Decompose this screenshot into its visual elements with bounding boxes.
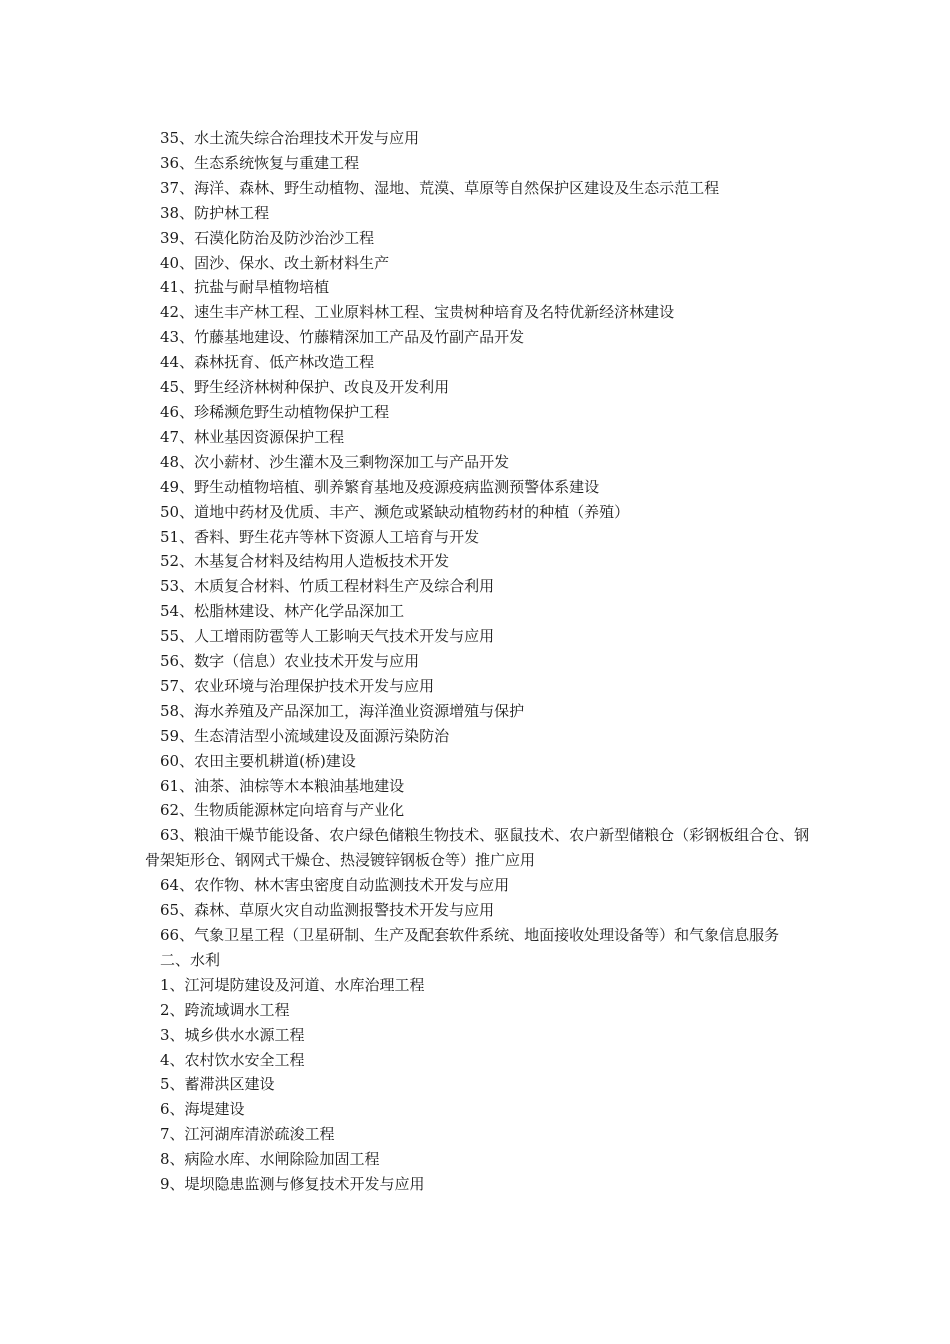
list-item-37: 37、海洋、森林、野生动植物、湿地、荒漠、草原等自然保护区建设及生态示范工程 bbox=[160, 178, 720, 197]
list-item-38: 38、防护林工程 bbox=[160, 203, 270, 222]
list-item-42: 42、速生丰产林工程、工业原料林工程、宝贵树种培育及名特优新经济林建设 bbox=[160, 303, 675, 322]
list-item-46: 46、珍稀濒危野生动植物保护工程 bbox=[160, 402, 390, 421]
list-item-36: 36、生态系统恢复与重建工程 bbox=[160, 153, 360, 172]
section-heading-water: 二、水利 bbox=[160, 950, 221, 969]
water-item-5: 5、蓄滞洪区建设 bbox=[160, 1075, 275, 1094]
water-item-4: 4、农村饮水安全工程 bbox=[160, 1050, 305, 1069]
water-item-9: 9、堤坝隐患监测与修复技术开发与应用 bbox=[160, 1175, 425, 1194]
list-item-60: 60、农田主要机耕道(桥)建设 bbox=[160, 751, 356, 770]
list-item-59: 59、生态清洁型小流域建设及面源污染防治 bbox=[160, 726, 450, 745]
list-item-51: 51、香料、野生花卉等林下资源人工培育与开发 bbox=[160, 527, 480, 546]
list-item-62: 62、生物质能源林定向培育与产业化 bbox=[160, 801, 405, 820]
list-item-47: 47、林业基因资源保护工程 bbox=[160, 427, 345, 446]
list-item-57: 57、农业环境与治理保护技术开发与应用 bbox=[160, 676, 435, 695]
list-item-53: 53、木质复合材料、竹质工程材料生产及综合利用 bbox=[160, 577, 495, 596]
list-item-65: 65、森林、草原火灾自动监测报警技术开发与应用 bbox=[160, 901, 495, 920]
document-body bbox=[145, 126, 810, 1197]
list-item-52: 52、木基复合材料及结构用人造板技术开发 bbox=[160, 552, 450, 571]
list-item-41: 41、抗盐与耐旱植物培植 bbox=[160, 278, 330, 297]
list-item-50: 50、道地中药材及优质、丰产、濒危或紧缺动植物药材的种植（养殖） bbox=[160, 502, 630, 521]
list-item-35: 35、水土流失综合治理技术开发与应用 bbox=[160, 129, 420, 147]
water-item-8: 8、病险水库、水闸除险加固工程 bbox=[160, 1150, 380, 1169]
water-item-2: 2、跨流域调水工程 bbox=[160, 1000, 290, 1019]
list-item-43: 43、竹藤基地建设、竹藤精深加工产品及竹副产品开发 bbox=[160, 328, 525, 347]
list-item-56: 56、数字（信息）农业技术开发与应用 bbox=[160, 652, 420, 671]
list-item-55: 55、人工增雨防雹等人工影响天气技术开发与应用 bbox=[160, 627, 495, 646]
list-item-64: 64、农作物、林木害虫密度自动监测技术开发与应用 bbox=[160, 876, 510, 895]
list-item-54: 54、松脂林建设、林产化学品深加工 bbox=[160, 602, 405, 621]
list-item-45: 45、野生经济林树种保护、改良及开发利用 bbox=[160, 378, 450, 397]
list-item-40: 40、固沙、保水、改土新材料生产 bbox=[160, 253, 390, 272]
list-item-66: 66、气象卫星工程（卫星研制、生产及配套软件系统、地面接收处理设备等）和气象信息服务 bbox=[160, 926, 780, 944]
list-item-63: 63、粮油干燥节能设备、农户绿色储粮生物技术、驱鼠技术、农户新型储粮仓（彩钢板组合仓、钢骨架矩形仓、钢网式干燥仓、热浸镀锌钢板仓等）推广应用 bbox=[145, 826, 810, 870]
water-item-1: 1、江河堤防建设及河道、水库治理工程 bbox=[160, 975, 425, 994]
list-item-49: 49、野生动植物培植、驯养繁育基地及疫源疫病监测预警体系建设 bbox=[160, 477, 600, 496]
water-item-6: 6、海堤建设 bbox=[160, 1100, 245, 1119]
list-item-44: 44、森林抚育、低产林改造工程 bbox=[160, 353, 375, 372]
list-item-58: 58、海水养殖及产品深加工，海洋渔业资源增殖与保护 bbox=[160, 701, 525, 720]
list-item-39: 39、石漠化防治及防沙治沙工程 bbox=[160, 228, 375, 247]
list-item-48: 48、次小薪材、沙生灌木及三剩物深加工与产品开发 bbox=[160, 452, 510, 471]
water-item-7: 7、江河湖库清淤疏浚工程 bbox=[160, 1125, 335, 1144]
list-item-61: 61、油茶、油棕等木本粮油基地建设 bbox=[160, 776, 405, 795]
water-item-3: 3、城乡供水水源工程 bbox=[160, 1025, 305, 1044]
